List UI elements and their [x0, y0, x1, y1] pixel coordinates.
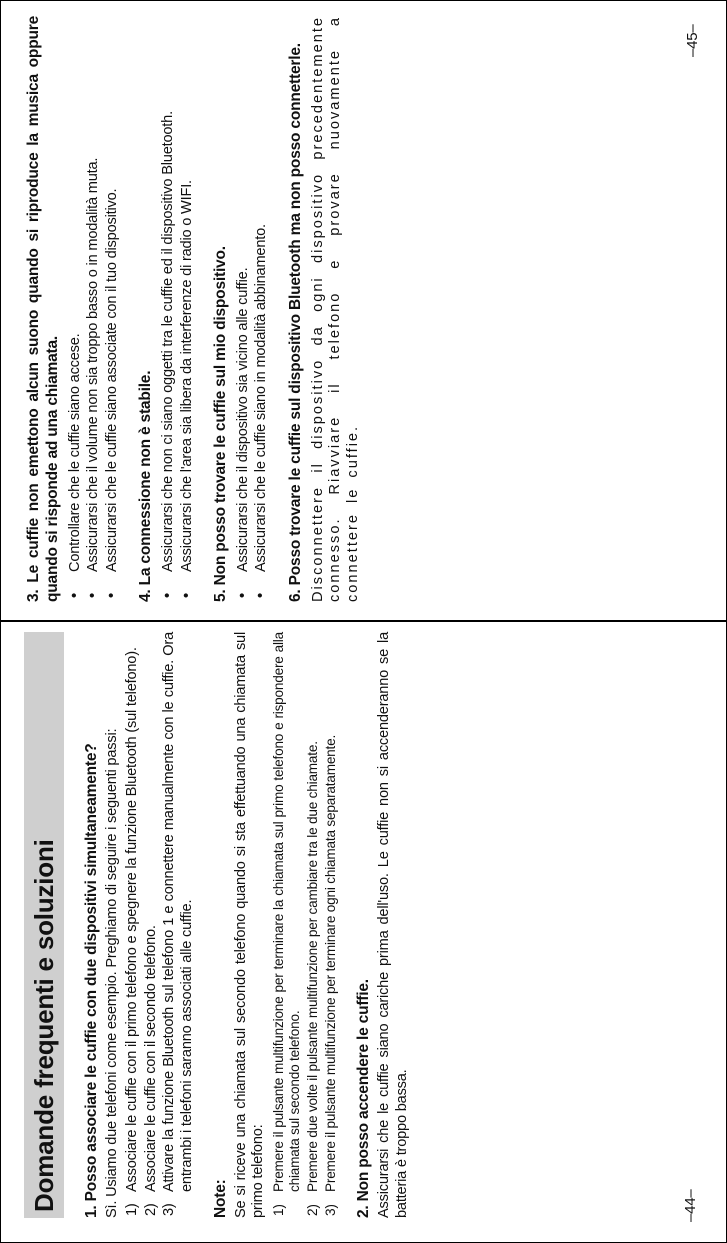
- list-item: • Controllare che le cuffie siano accese.: [67, 333, 83, 598]
- section-3-bullets: [67, 16, 121, 602]
- q1-steps: [124, 632, 196, 1218]
- q1-title: 1. Posso associare le cuffie con due dispositivi simultaneamente?: [83, 743, 100, 1218]
- bullet-icon: •: [253, 593, 270, 598]
- bullet-icon: •: [103, 593, 120, 598]
- section-3-title: 3. Le cuffie non emettono alcun suono quando si riproduce la musica oppure quando si risponde ad una chiamata.: [25, 16, 61, 602]
- page-title: Domande frequenti e soluzioni: [24, 632, 64, 1218]
- right-page-region: [0, 0, 727, 620]
- bullet-icon: •: [67, 593, 83, 598]
- bullet-icon: •: [85, 593, 102, 598]
- note-title: Note:: [212, 1179, 230, 1218]
- section-6-title: 6. Posso trovare le cuffie sul dispositivo Bluetooth ma non posso connetterle.: [286, 43, 304, 602]
- list-item: 2) Premere due volte il pulsante multifunzione per cambiare tra le due chiamate.: [305, 741, 321, 1216]
- list-item: • Assicurarsi che il dispositivo sia vicino alle cuffie.: [235, 267, 252, 598]
- bullet-icon: •: [178, 593, 195, 598]
- list-item: • Assicurarsi che le cuffie siano associate con il tuo dispositivo.: [103, 188, 120, 598]
- list-item: 1) Premere il pulsante multifunzione per terminare la chiamata sul primo telefono e rispondere alla chiamata sul secondo telefono.: [270, 632, 303, 1216]
- bullet-icon: •: [160, 593, 177, 598]
- list-item: 3) Attivare la funzione Bluetooth sul telefono 1 e connettere manualmente con le cuffie. Ora entrambi i telefoni saranno associati alle cuffie.: [161, 632, 195, 1216]
- list-item: • Assicurarsi che le cuffie siano in modalità abbinamento.: [253, 224, 270, 598]
- page-number: –44–: [682, 1189, 699, 1222]
- q2-title: 2. Non posso accendere le cuffie.: [355, 979, 373, 1218]
- section-5-bullets: [235, 16, 271, 602]
- right-page: [14, 8, 714, 612]
- section-5-title: 5. Non posso trovare le cuffie sul mio dispositivo.: [212, 246, 230, 602]
- q2-text: Assicurarsi che le cuffie siano cariche prima dell'uso. Le cuffie non si accenderanno se la batteria è troppo bassa.: [376, 632, 410, 1218]
- section-4-bullets: [160, 16, 196, 602]
- page-number: –45–: [684, 24, 701, 57]
- list-item: 3) Premere il pulsante multifunzione per terminare ogni chiamata separatamente.: [322, 734, 338, 1216]
- section-4-title: 4. La connessione non è stabile.: [137, 370, 155, 602]
- left-page-region: [0, 622, 727, 1242]
- list-item: • Assicurarsi che l'area sia libera da interferenze di radio o WIFI.: [178, 180, 195, 598]
- list-item: • Assicurarsi che non ci siano oggetti tra le cuffie ed il dispositivo Bluetooth.: [160, 111, 177, 598]
- note-steps: [271, 632, 339, 1218]
- q1-intro: Sì. Usiamo due telefoni come esempio. Preghiamo di seguire i seguenti passi:: [104, 728, 120, 1218]
- list-item: • Assicurarsi che il volume non sia troppo basso o in modalità muta.: [85, 157, 102, 598]
- list-item: 1) Associare le cuffie con il primo telefono e spegnere la funzione Bluetooth (sul telefono).: [124, 647, 141, 1216]
- note-intro: Se si riceve una chiamata sul secondo telefono quando si sta effettuando una chiamata sul primo telefono:: [233, 632, 267, 1218]
- list-item: 2) Associare le cuffie con il secondo telefono.: [142, 925, 159, 1216]
- section-6-text: Disconnettere il dispositivo da ogni dispositivo precedentemente connesso. Riavviare il telefono e provare nuovamente a connettere le cuffie.: [309, 16, 361, 602]
- left-page: [14, 624, 714, 1228]
- bullet-icon: •: [235, 593, 252, 598]
